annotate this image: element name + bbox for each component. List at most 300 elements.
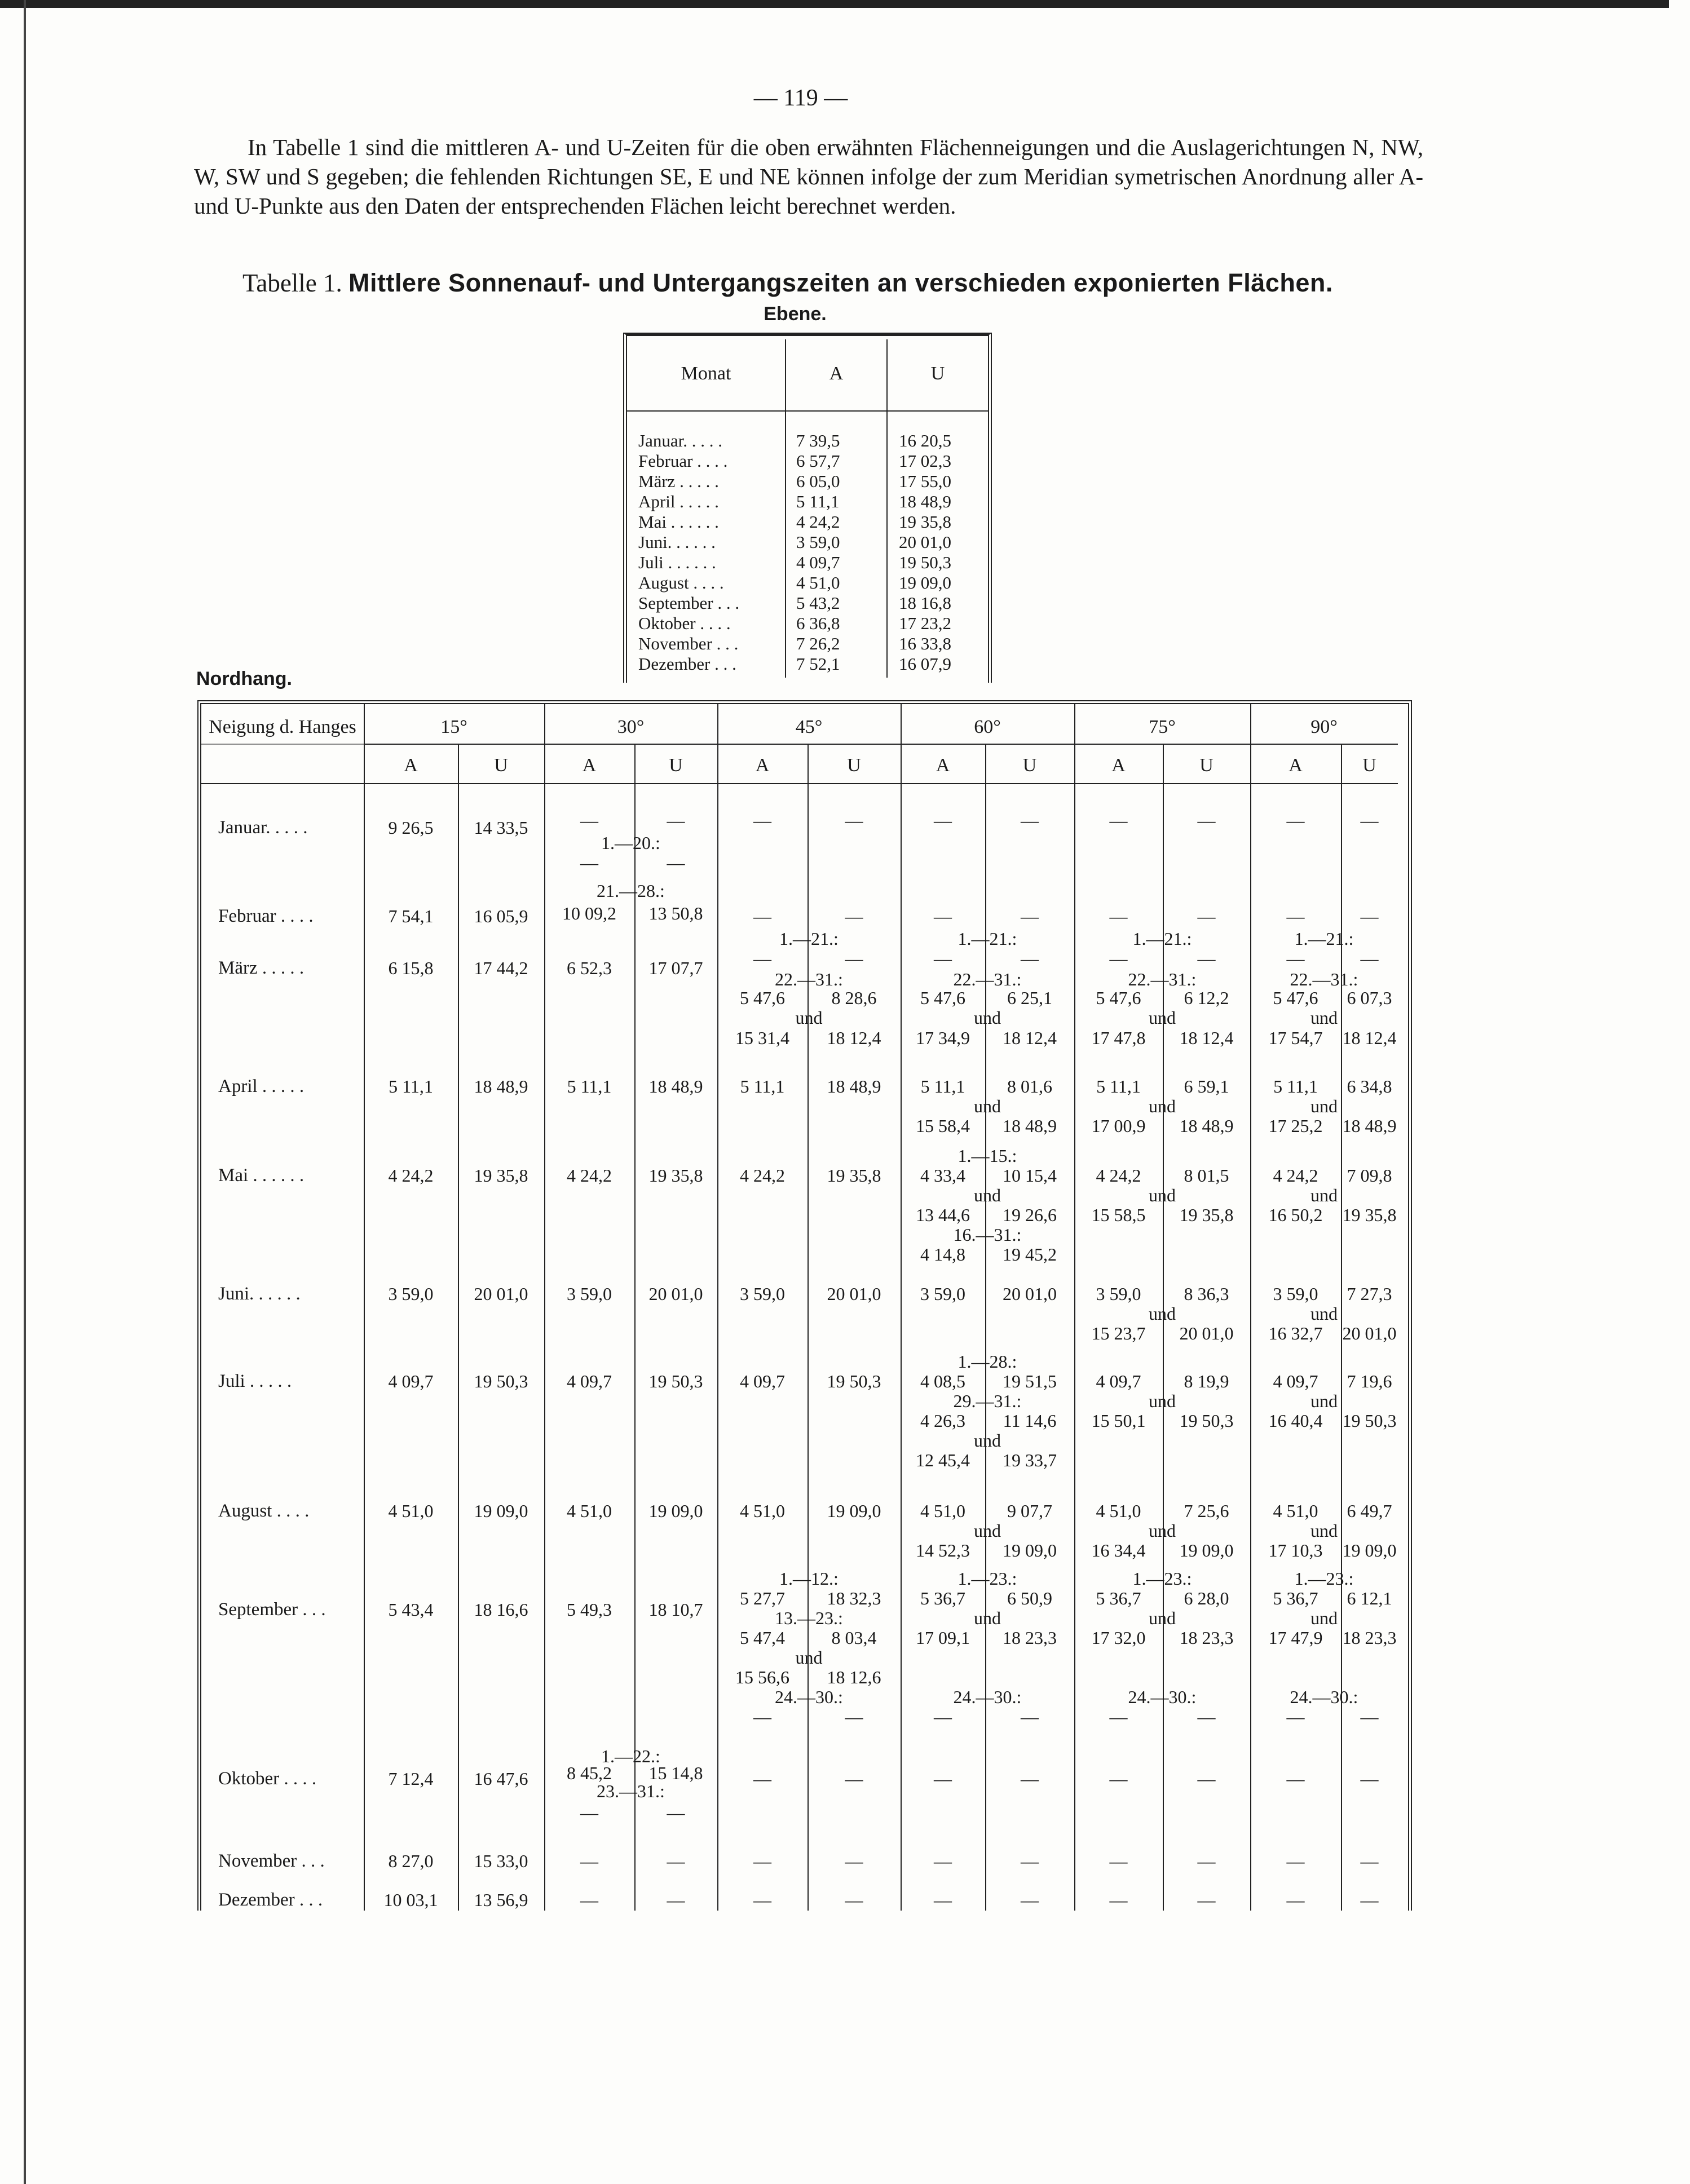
table-cell: — bbox=[1360, 1706, 1379, 1727]
table-cell: 7 19,6 bbox=[1347, 1371, 1392, 1391]
table-cell: 19 09,0 bbox=[1179, 1540, 1234, 1560]
cell-15-u: 20 01,0 bbox=[474, 1284, 528, 1304]
table-cell: — bbox=[1360, 1890, 1379, 1910]
ebene-row bbox=[627, 532, 988, 552]
table-cell: 18 23,3 bbox=[1179, 1628, 1234, 1648]
table-cell: — bbox=[1286, 1851, 1305, 1871]
table-cell: 19 50,3 bbox=[1179, 1411, 1234, 1431]
intro-paragraph bbox=[194, 132, 1423, 220]
range-label: 22.—31.: bbox=[1290, 969, 1358, 989]
cell-15-u: 18 16,6 bbox=[474, 1599, 528, 1620]
table-cell: 7 27,3 bbox=[1347, 1284, 1392, 1304]
ebene-cell-a: 6 36,8 bbox=[796, 613, 840, 633]
ebene-row bbox=[627, 451, 988, 471]
top-border bbox=[0, 0, 1669, 8]
table-cell: 6 59,1 bbox=[1184, 1076, 1229, 1097]
range-label: und bbox=[1310, 1303, 1338, 1324]
table-cell: — bbox=[1109, 1851, 1128, 1871]
ebene-row bbox=[627, 634, 988, 654]
table-cell: 16 50,2 bbox=[1268, 1205, 1323, 1225]
table-cell: — bbox=[1109, 1890, 1128, 1910]
ebene-cell-a: 4 51,0 bbox=[796, 573, 840, 593]
table-cell: 5 47,6 bbox=[1273, 988, 1318, 1008]
table-cell: 20 01,0 bbox=[1179, 1323, 1234, 1343]
table-cell: 18 12,4 bbox=[1003, 1028, 1057, 1048]
table-cell: 4 24,2 bbox=[1273, 1165, 1318, 1186]
table-cell: — bbox=[845, 1769, 863, 1789]
range-label: und bbox=[974, 1007, 1001, 1028]
corner-header: Neigung d. Hanges bbox=[209, 717, 356, 737]
sub-header-a: A bbox=[755, 755, 770, 776]
sub-header-a: A bbox=[1111, 755, 1126, 776]
table-cell: 8 36,3 bbox=[1184, 1284, 1229, 1304]
range-label: 1.—23.: bbox=[1294, 1568, 1354, 1589]
table-cell: — bbox=[580, 1802, 598, 1823]
table-cell: 5 47,6 bbox=[1096, 988, 1141, 1008]
range-label: 24.—30.: bbox=[953, 1687, 1022, 1707]
table-cell: 18 32,3 bbox=[827, 1588, 881, 1608]
range-label: und bbox=[1310, 1007, 1338, 1028]
table-cell: — bbox=[1197, 1706, 1216, 1727]
ebene-cell-u: 16 07,9 bbox=[899, 654, 951, 674]
sub-header-u: U bbox=[1199, 755, 1214, 776]
range-label: und bbox=[974, 1608, 1001, 1628]
table-cell: — bbox=[1021, 1890, 1039, 1910]
table-cell: — bbox=[845, 1890, 863, 1910]
cell-30-u: 18 48,9 bbox=[648, 1076, 703, 1097]
table-cell: 4 51,0 bbox=[920, 1501, 965, 1521]
cell-45-u: 19 35,8 bbox=[827, 1165, 881, 1186]
table-cell: — bbox=[1286, 1769, 1305, 1789]
table-cell: 8 01,6 bbox=[1007, 1076, 1052, 1097]
table-cell: 5 36,7 bbox=[1273, 1588, 1318, 1608]
ebene-row bbox=[627, 431, 988, 451]
range-label: und bbox=[1149, 1185, 1176, 1205]
ebene-cell-month: April . . . . . bbox=[638, 492, 719, 511]
table-cell: 18 48,9 bbox=[1342, 1116, 1397, 1136]
table-cell: 5 27,7 bbox=[740, 1588, 785, 1608]
ebene-cell-month: Oktober . . . . bbox=[638, 613, 731, 633]
range-label: und bbox=[795, 1007, 823, 1028]
ebene-cell-month: März . . . . . bbox=[638, 471, 719, 491]
cell-30-a: 4 24,2 bbox=[567, 1165, 612, 1186]
table-cell: — bbox=[1109, 906, 1128, 926]
table-cell: 19 35,8 bbox=[1179, 1205, 1234, 1225]
table-cell: — bbox=[1360, 1769, 1379, 1789]
table-cell: — bbox=[1286, 948, 1305, 969]
nordhang-table bbox=[197, 700, 1412, 1911]
table-cell: — bbox=[753, 1851, 771, 1871]
table-cell: 15 23,7 bbox=[1091, 1323, 1146, 1343]
table-cell: — bbox=[1360, 810, 1379, 830]
ebene-cell-a: 6 05,0 bbox=[796, 471, 840, 491]
range-label: und bbox=[1310, 1096, 1338, 1116]
table-cell: 5 11,1 bbox=[1096, 1076, 1141, 1097]
ebene-cell-a: 4 24,2 bbox=[796, 512, 840, 532]
range-label: und bbox=[1149, 1007, 1176, 1028]
range-label: 22.—31.: bbox=[775, 969, 843, 989]
table-cell: — bbox=[845, 1851, 863, 1871]
table-cell: — bbox=[934, 1706, 952, 1727]
range-label: und bbox=[1310, 1520, 1338, 1541]
table-cell: 8 28,6 bbox=[831, 988, 877, 1008]
range-label: 1.—15.: bbox=[957, 1146, 1017, 1166]
ebene-cell-a: 7 39,5 bbox=[796, 431, 840, 450]
table-cell: — bbox=[1197, 906, 1216, 926]
range-label: 1.—21.: bbox=[779, 929, 839, 949]
table-cell: 5 47,6 bbox=[740, 988, 785, 1008]
ebene-row bbox=[627, 492, 988, 512]
table-cell: 15 56,6 bbox=[735, 1667, 789, 1687]
inclination-header: 15° bbox=[440, 717, 467, 737]
table-cell: — bbox=[1360, 906, 1379, 926]
cell-15-a: 7 54,1 bbox=[388, 906, 434, 926]
cell-45-u: 19 50,3 bbox=[827, 1371, 881, 1391]
cell-15-a: 5 11,1 bbox=[389, 1076, 433, 1097]
table-cell: 4 09,7 bbox=[1273, 1371, 1318, 1391]
range-label: und bbox=[974, 1096, 1001, 1116]
table-cell: — bbox=[580, 1890, 598, 1910]
sub-header-u: U bbox=[1022, 755, 1037, 776]
cell-15-a: 4 09,7 bbox=[388, 1371, 434, 1391]
table-cell: 8 01,5 bbox=[1184, 1165, 1229, 1186]
left-border bbox=[24, 0, 26, 2184]
table-cell: — bbox=[753, 948, 771, 969]
table-cell: 5 11,1 bbox=[1273, 1076, 1318, 1097]
month-label: März . . . . . bbox=[218, 958, 305, 978]
range-label: und bbox=[1310, 1185, 1338, 1205]
month-label: Mai . . . . . . bbox=[218, 1165, 305, 1186]
table-cell: 4 08,5 bbox=[920, 1371, 965, 1391]
range-label: 1.—12.: bbox=[779, 1568, 839, 1589]
cell-15-u: 18 48,9 bbox=[474, 1076, 528, 1097]
table-cell: — bbox=[753, 810, 771, 830]
table-cell: — bbox=[1109, 1769, 1128, 1789]
ebene-cell-month: Mai . . . . . . bbox=[638, 512, 719, 532]
table-cell: — bbox=[934, 1890, 952, 1910]
month-label: Februar . . . . bbox=[218, 906, 314, 926]
cell-15-a: 8 27,0 bbox=[388, 1851, 434, 1871]
table-cell: 15 58,5 bbox=[1091, 1205, 1146, 1225]
ebene-row bbox=[627, 593, 988, 613]
cell-30-a: 5 49,3 bbox=[567, 1599, 612, 1620]
table-cell: — bbox=[1197, 1890, 1216, 1910]
sub-header-a: A bbox=[404, 755, 418, 776]
sub-header-u: U bbox=[847, 755, 861, 776]
sub-header-a: A bbox=[582, 755, 597, 776]
range-label: 1.—21.: bbox=[1294, 929, 1354, 949]
table-cell: 6 12,1 bbox=[1347, 1588, 1392, 1608]
cell-45-a: 5 11,1 bbox=[740, 1076, 785, 1097]
table-cell: — bbox=[1360, 1851, 1379, 1871]
cell-15-u: 19 35,8 bbox=[474, 1165, 528, 1186]
table-cell: 9 07,7 bbox=[1007, 1501, 1052, 1521]
table-cell: 3 59,0 bbox=[1273, 1284, 1318, 1304]
range-label: und bbox=[795, 1647, 823, 1668]
table-cell: — bbox=[934, 1851, 952, 1871]
range-label: 1.—22.: bbox=[601, 1746, 660, 1766]
table-cell: 15 58,4 bbox=[916, 1116, 970, 1136]
cell-30-u: 19 35,8 bbox=[648, 1165, 703, 1186]
ebene-cell-u: 17 23,2 bbox=[899, 613, 951, 633]
table-cell: — bbox=[845, 810, 863, 830]
table-cell: 17 25,2 bbox=[1268, 1116, 1323, 1136]
range-label: und bbox=[1149, 1303, 1176, 1324]
sub-header-u: U bbox=[1362, 755, 1376, 776]
table-cell: 19 26,6 bbox=[1003, 1205, 1057, 1225]
cell-15-u: 14 33,5 bbox=[474, 817, 528, 838]
cell-30-u: 19 09,0 bbox=[648, 1501, 703, 1521]
table-cell: 18 23,3 bbox=[1003, 1628, 1057, 1648]
table-cell: 18 12,4 bbox=[1342, 1028, 1397, 1048]
inclination-header: 30° bbox=[617, 717, 645, 737]
table-cell: 15 14,8 bbox=[648, 1763, 703, 1783]
month-label: Juli . . . . . bbox=[218, 1371, 292, 1391]
page-number: — 119 — bbox=[753, 85, 848, 111]
ebene-row bbox=[627, 471, 988, 492]
ebene-cell-month: September . . . bbox=[638, 593, 740, 613]
table-cell: 3 59,0 bbox=[920, 1284, 965, 1304]
ebene-cell-u: 17 55,0 bbox=[899, 471, 951, 491]
ebene-cell-month: November . . . bbox=[638, 634, 739, 653]
table-cell: 4 14,8 bbox=[920, 1244, 965, 1265]
table-cell: — bbox=[1021, 1851, 1039, 1871]
ebene-cell-u: 18 48,9 bbox=[899, 492, 951, 511]
table-cell: 6 28,0 bbox=[1184, 1588, 1229, 1608]
caption-title: Mittlere Sonnenauf- und Untergangszeiten an verschieden exponierten Flächen. bbox=[348, 268, 1333, 297]
table-cell: 6 50,9 bbox=[1007, 1588, 1052, 1608]
range-label: 1.—21.: bbox=[957, 929, 1017, 949]
table-cell: 15 31,4 bbox=[735, 1028, 789, 1048]
table-cell: 16 40,4 bbox=[1268, 1411, 1323, 1431]
range-label: 22.—31.: bbox=[953, 969, 1022, 989]
table-cell: — bbox=[1197, 810, 1216, 830]
ebene-cell-a: 4 09,7 bbox=[796, 552, 840, 572]
table-cell: 18 48,9 bbox=[1179, 1116, 1234, 1136]
range-label: 1.—21.: bbox=[1132, 929, 1192, 949]
table-cell: — bbox=[845, 948, 863, 969]
nordhang-title: Nordhang. bbox=[196, 668, 292, 689]
table-cell: — bbox=[1021, 1769, 1039, 1789]
table-cell: 6 25,1 bbox=[1007, 988, 1052, 1008]
table-cell: 14 52,3 bbox=[916, 1540, 970, 1560]
table-cell: 16 32,7 bbox=[1268, 1323, 1323, 1343]
table-cell: 15 50,1 bbox=[1091, 1411, 1146, 1431]
table-cell: 5 36,7 bbox=[1096, 1588, 1141, 1608]
table-cell: 17 10,3 bbox=[1268, 1540, 1323, 1560]
table-cell: 12 45,4 bbox=[916, 1450, 970, 1470]
month-label: Januar. . . . . bbox=[218, 817, 308, 838]
cell-15-u: 16 47,6 bbox=[474, 1769, 528, 1789]
range-label: und bbox=[974, 1185, 1001, 1205]
range-label: 1.—23.: bbox=[957, 1568, 1017, 1589]
range-label: 16.—31.: bbox=[953, 1224, 1022, 1245]
table-caption bbox=[242, 268, 1483, 298]
table-cell: 8 03,4 bbox=[831, 1628, 877, 1648]
table-cell: 13 44,6 bbox=[916, 1205, 970, 1225]
table-cell: 18 12,6 bbox=[827, 1667, 881, 1687]
inclination-header: 60° bbox=[974, 717, 1001, 737]
cell-30-u: 20 01,0 bbox=[648, 1284, 703, 1304]
table-cell: 4 51,0 bbox=[1273, 1501, 1318, 1521]
table-cell: 19 09,0 bbox=[1342, 1540, 1397, 1560]
range-label: und bbox=[1310, 1391, 1338, 1411]
month-label: September . . . bbox=[218, 1599, 326, 1620]
table-cell: 11 14,6 bbox=[1003, 1411, 1057, 1431]
table-cell: 10 15,4 bbox=[1003, 1165, 1057, 1186]
table-cell: 4 09,7 bbox=[1096, 1371, 1141, 1391]
cell-45-a: 4 09,7 bbox=[740, 1371, 785, 1391]
cell-30-a: 4 09,7 bbox=[567, 1371, 612, 1391]
table-cell: 20 01,0 bbox=[1003, 1284, 1057, 1304]
table-cell: — bbox=[580, 1851, 598, 1871]
table-cell: — bbox=[667, 852, 685, 873]
table-cell: — bbox=[667, 1851, 685, 1871]
table-cell: 17 32,0 bbox=[1091, 1628, 1146, 1648]
table-cell: — bbox=[753, 1890, 771, 1910]
table-cell: 6 07,3 bbox=[1347, 988, 1392, 1008]
table-cell: — bbox=[934, 1769, 952, 1789]
table-cell: 19 35,8 bbox=[1342, 1205, 1397, 1225]
table-cell: — bbox=[934, 810, 952, 830]
month-label: Juni. . . . . . bbox=[218, 1284, 301, 1304]
range-label: und bbox=[974, 1430, 1001, 1451]
table-cell: — bbox=[753, 906, 771, 926]
cell-45-u: 19 09,0 bbox=[827, 1501, 881, 1521]
table-cell: — bbox=[580, 852, 598, 873]
range-label: und bbox=[1310, 1608, 1338, 1628]
ebene-cell-a: 7 26,2 bbox=[796, 634, 840, 653]
range-label: 29.—31.: bbox=[953, 1391, 1022, 1411]
table-cell: 6 34,8 bbox=[1347, 1076, 1392, 1097]
table-cell: — bbox=[1360, 948, 1379, 969]
ebene-cell-u: 18 16,8 bbox=[899, 593, 951, 613]
cell-15-a: 4 24,2 bbox=[388, 1165, 434, 1186]
range-label: 13.—23.: bbox=[775, 1608, 843, 1628]
sub-header-a: A bbox=[936, 755, 950, 776]
ebene-cell-u: 19 50,3 bbox=[899, 552, 951, 572]
table-cell: 3 59,0 bbox=[1096, 1284, 1141, 1304]
cell-45-u: 18 48,9 bbox=[827, 1076, 881, 1097]
sub-header-u: U bbox=[669, 755, 683, 776]
table-cell: — bbox=[1021, 906, 1039, 926]
ebene-cell-a: 5 11,1 bbox=[796, 492, 840, 511]
table-cell: — bbox=[1197, 1769, 1216, 1789]
ebene-cell-u: 17 02,3 bbox=[899, 451, 951, 471]
table-cell: 4 51,0 bbox=[1096, 1501, 1141, 1521]
table-cell: — bbox=[667, 1802, 685, 1823]
table-cell: 17 09,1 bbox=[916, 1628, 970, 1648]
table-cell: 8 45,2 bbox=[567, 1763, 612, 1783]
ebene-cell-a: 5 43,2 bbox=[796, 593, 840, 613]
table-cell: — bbox=[753, 1706, 771, 1727]
cell-15-a: 6 15,8 bbox=[388, 958, 434, 978]
table-cell: 19 50,3 bbox=[1342, 1411, 1397, 1431]
table-cell: 18 48,9 bbox=[1003, 1116, 1057, 1136]
ebene-cell-month: Juni. . . . . . bbox=[638, 532, 716, 552]
table-cell: — bbox=[1109, 1706, 1128, 1727]
table-cell: 5 11,1 bbox=[920, 1076, 965, 1097]
range-label: 1.—20.: bbox=[601, 833, 660, 853]
cell-30-a: 3 59,0 bbox=[567, 1284, 612, 1304]
ebene-row bbox=[627, 654, 988, 674]
month-label: Dezember . . . bbox=[218, 1890, 323, 1910]
intro-text: In Tabelle 1 sind die mittleren A- und U-Zeiten für die oben erwähnten Flächenneigungen und die Auslagerichtungen N, NW, W, SW und S gegeben; die fehlenden Richtungen SE, E und NE können infolge der zum Meridian symetrischen Anordnung aller A- und U-Punkte aus den Daten der entsprechenden Flächen leicht berechnet werden. bbox=[194, 134, 1423, 219]
table-cell: 5 47,4 bbox=[740, 1628, 785, 1648]
ebene-cell-u: 19 09,0 bbox=[899, 573, 951, 593]
ebene-cell-month: Dezember . . . bbox=[638, 654, 736, 674]
table-cell: 19 09,0 bbox=[1003, 1540, 1057, 1560]
table-cell: 5 36,7 bbox=[920, 1588, 965, 1608]
table-cell: 13 50,8 bbox=[648, 903, 703, 923]
ebene-cell-u: 19 35,8 bbox=[899, 512, 951, 532]
table-cell: 4 33,4 bbox=[920, 1165, 965, 1186]
table-cell: 4 24,2 bbox=[1096, 1165, 1141, 1186]
cell-15-u: 19 50,3 bbox=[474, 1371, 528, 1391]
cell-15-a: 5 43,4 bbox=[388, 1599, 434, 1620]
range-label: 1.—28.: bbox=[957, 1351, 1017, 1372]
range-label: und bbox=[1149, 1391, 1176, 1411]
table-cell: — bbox=[845, 906, 863, 926]
table-cell: — bbox=[1197, 948, 1216, 969]
table-cell: — bbox=[667, 1890, 685, 1910]
table-cell: 6 12,2 bbox=[1184, 988, 1229, 1008]
ebene-row bbox=[627, 613, 988, 634]
ebene-cell-u: 20 01,0 bbox=[899, 532, 951, 552]
cell-30-u: 18 10,7 bbox=[648, 1599, 703, 1620]
caption-label: Tabelle 1. bbox=[242, 269, 342, 297]
range-label: 24.—30.: bbox=[775, 1687, 843, 1707]
ebene-cell-month: Juli . . . . . . bbox=[638, 552, 716, 572]
cell-30-u: 19 50,3 bbox=[648, 1371, 703, 1391]
month-label: November . . . bbox=[218, 1851, 325, 1871]
range-label: und bbox=[1149, 1096, 1176, 1116]
inclination-header: 45° bbox=[795, 717, 823, 737]
table-cell: — bbox=[1286, 810, 1305, 830]
table-cell: — bbox=[1021, 810, 1039, 830]
ebene-header-monat: Monat bbox=[681, 363, 731, 384]
cell-15-u: 13 56,9 bbox=[474, 1890, 528, 1910]
table-cell: 7 25,6 bbox=[1184, 1501, 1229, 1521]
table-cell: — bbox=[1286, 906, 1305, 926]
table-cell: — bbox=[753, 1769, 771, 1789]
range-label: 21.—28.: bbox=[597, 881, 665, 901]
ebene-header-a: A bbox=[829, 363, 844, 384]
table-cell: — bbox=[1109, 810, 1128, 830]
range-label: und bbox=[1149, 1520, 1176, 1541]
month-label: Oktober . . . . bbox=[218, 1769, 317, 1789]
table-cell: — bbox=[934, 906, 952, 926]
table-cell: 7 09,8 bbox=[1347, 1165, 1392, 1186]
cell-15-u: 15 33,0 bbox=[474, 1851, 528, 1871]
range-label: und bbox=[1149, 1608, 1176, 1628]
table-cell: 18 23,3 bbox=[1342, 1628, 1397, 1648]
cell-15-u: 19 09,0 bbox=[474, 1501, 528, 1521]
table-cell: — bbox=[667, 810, 685, 830]
ebene-title: Ebene. bbox=[764, 303, 827, 325]
ebene-cell-u: 16 20,5 bbox=[899, 431, 951, 450]
range-label: 24.—30.: bbox=[1290, 1687, 1358, 1707]
table-cell: 17 54,7 bbox=[1268, 1028, 1323, 1048]
ebene-cell-month: Januar. . . . . bbox=[638, 431, 722, 450]
ebene-cell-a: 3 59,0 bbox=[796, 532, 840, 552]
table-cell: — bbox=[1021, 1706, 1039, 1727]
ebene-row bbox=[627, 573, 988, 593]
range-label: 22.—31.: bbox=[1128, 969, 1197, 989]
cell-45-u: 20 01,0 bbox=[827, 1284, 881, 1304]
range-label: 23.—31.: bbox=[597, 1781, 665, 1801]
table-cell: — bbox=[845, 1706, 863, 1727]
